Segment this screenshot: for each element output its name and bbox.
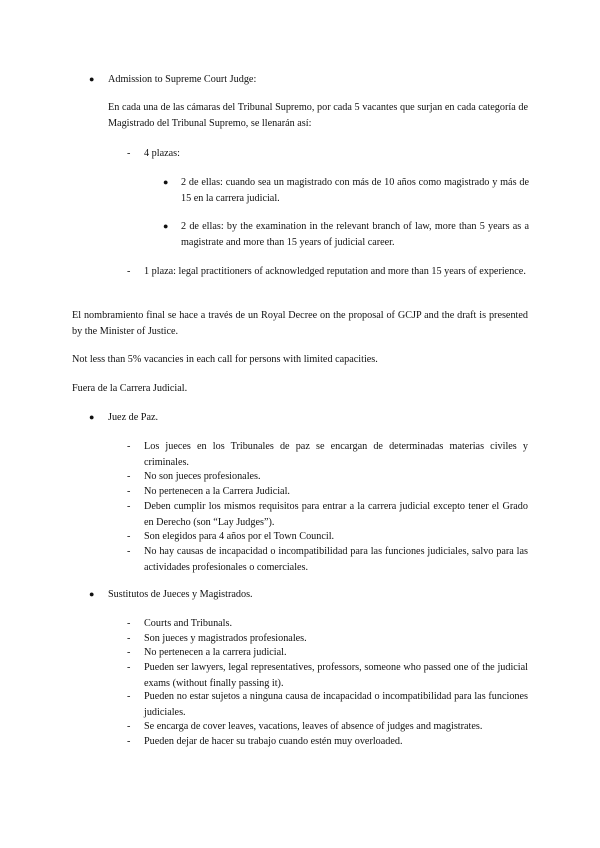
juez-paz-item: Deben cumplir los mismos requisitos para entrar a la carrera judicial excepto tener el Grado en Derecho (son “Lay Judges”).: [144, 501, 528, 528]
juez-paz-item: Los jueces en los Tribunales de paz se encargan de determinadas materias civiles y criminales.: [144, 441, 528, 468]
admission-intro: En cada una de las cámaras del Tribunal Supremo, por cada 5 vacantes que surjan en cada categoría de Magistrado del Tribunal Supremo, se llenarán así:: [108, 102, 528, 129]
bullet-marker: ●: [163, 221, 169, 231]
sustitutos-item: Pueden dejar de hacer su trabajo cuando estén muy overloaded.: [144, 736, 403, 747]
plazas-sub-1: 2 de ellas: cuando sea un magistrado con más de 10 años como magistrado y más de 15 en la carrera judicial.: [181, 177, 529, 204]
dash-marker: -: [127, 691, 131, 702]
dash-marker: -: [127, 618, 131, 629]
section-sustitutos-heading: Sustitutos de Jueces y Magistrados.: [108, 589, 253, 600]
dash-marker: -: [127, 531, 131, 542]
sustitutos-item: Son jueces y magistrados profesionales.: [144, 633, 307, 644]
dash-marker: -: [127, 546, 131, 557]
plazas-4: 4 plazas:: [144, 148, 180, 159]
dash-marker: -: [127, 266, 131, 277]
dash-marker: -: [127, 662, 131, 673]
dash-marker: -: [127, 486, 131, 497]
bullet-marker: ●: [89, 589, 95, 599]
dash-marker: -: [127, 633, 131, 644]
plazas-sub-2: 2 de ellas: by the examination in the relevant branch of law, more than 5 years as a magistrate and more than 15 years of judicial career.: [181, 221, 529, 248]
sustitutos-item: Se encarga de cover leaves, vacations, leaves of absence of judges and magistrates.: [144, 721, 483, 732]
bullet-marker: ●: [89, 412, 95, 422]
dash-marker: -: [127, 501, 131, 512]
sustitutos-item: No pertenecen a la carrera judicial.: [144, 647, 287, 658]
juez-paz-item: No pertenecen a la Carrera Judicial.: [144, 486, 290, 497]
sustitutos-item: Pueden no estar sujetos a ninguna causa de incapacidad o incompatibilidad para las funciones judiciales.: [144, 691, 528, 718]
juez-paz-item: No hay causas de incapacidad o incompatibilidad para las funciones judiciales, salvo para las actividades profesionales o comerciales.: [144, 546, 528, 573]
juez-paz-item: Son elegidos para 4 años por el Town Council.: [144, 531, 335, 542]
nombramiento-paragraph: El nombramiento final se hace a través de un Royal Decree on the proposal of GCJP and the draft is presented by the Minister of Justice.: [72, 310, 528, 337]
plaza-1: 1 plaza: legal practitioners of acknowledged reputation and more than 15 years of experience.: [144, 266, 526, 277]
bullet-marker: ●: [163, 177, 169, 187]
dash-marker: -: [127, 471, 131, 482]
section-juez-paz-heading: Juez de Paz.: [108, 412, 159, 423]
dash-marker: -: [127, 148, 131, 159]
fuera-carrera-paragraph: Fuera de la Carrera Judicial.: [72, 383, 188, 394]
dash-marker: -: [127, 647, 131, 658]
juez-paz-item: No son jueces profesionales.: [144, 471, 261, 482]
dash-marker: -: [127, 441, 131, 452]
sustitutos-item: Courts and Tribunals.: [144, 618, 233, 629]
bullet-marker: ●: [89, 74, 95, 84]
sustitutos-item: Pueden ser lawyers, legal representatives, professors, someone who passed one of the judicial exams (without finally passing it).: [144, 662, 528, 689]
section-admission-heading: Admission to Supreme Court Judge:: [108, 74, 257, 85]
dash-marker: -: [127, 721, 131, 732]
dash-marker: -: [127, 736, 131, 747]
vacancies-paragraph: Not less than 5% vacancies in each call for persons with limited capacities.: [72, 354, 378, 365]
